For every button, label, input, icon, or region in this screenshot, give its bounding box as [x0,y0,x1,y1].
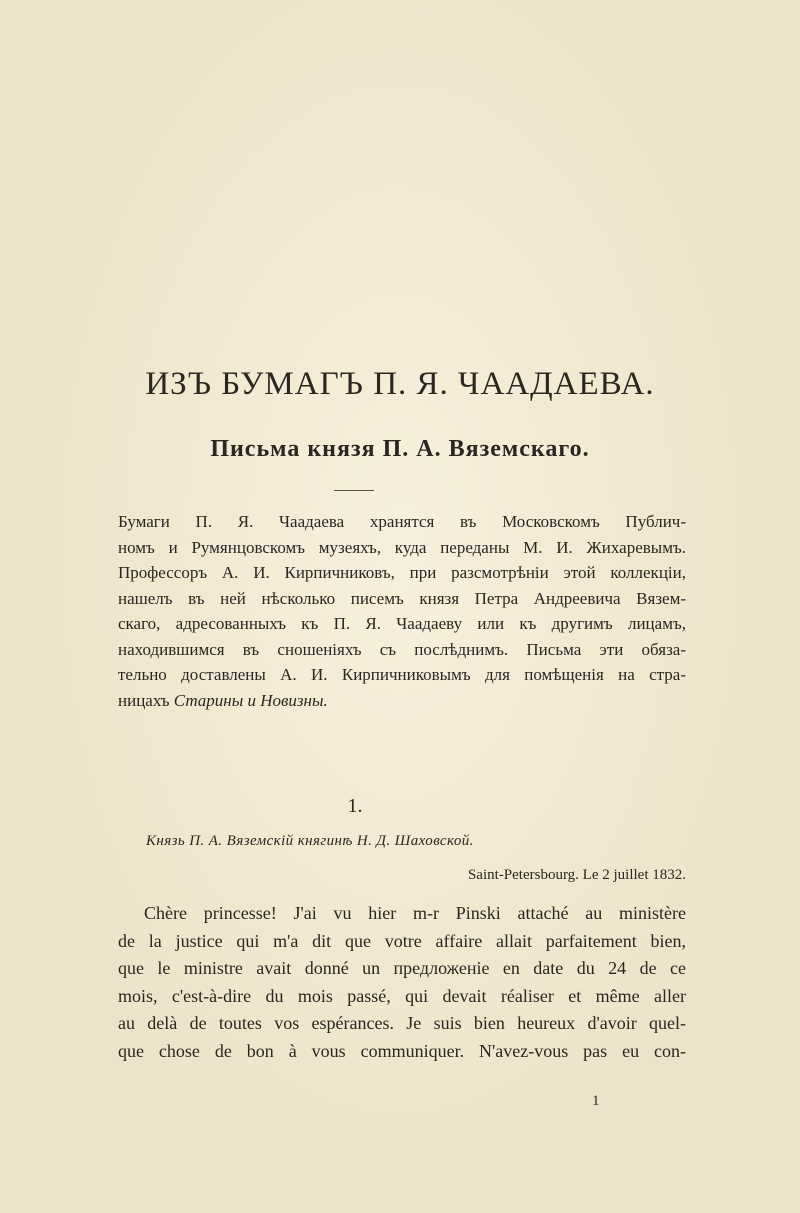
divider-rule [334,490,374,491]
intro-line: нашелъ въ ней нѣсколько писемъ князя Петра Андреевича Вязем- [118,588,686,608]
intro-last-prefix: ницахъ [118,690,174,710]
section-number: 1. [347,795,363,817]
document-subtitle: Письма князя П. А. Вяземскаго. [210,436,590,462]
intro-line: тельно доставлены А. И. Кирпичниковымъ для помѣщенія на стра- [118,665,686,684]
letter-line: que chose de bon à vous communiquer. N'avez-vous pas eu con- [118,1040,686,1061]
letter-dateline: Saint-Petersbourg. Le 2 juillet 1832. [467,867,686,883]
letter-line: de la justice qui m'a dit que votre affaire allait parfaitement bien, [118,930,686,951]
intro-line: Профессоръ А. И. Кирпичниковъ, при разсмотрѣніи этой коллекціи, [118,563,686,582]
intro-line: Бумаги П. Я. Чаадаева хранятся въ Московскомъ Публич- [118,512,686,531]
intro-line: находившимся въ сношеніяхъ съ послѣднимъ. Письма эти обяза- [118,639,686,659]
intro-line: скаго, адресованныхъ къ П. Я. Чаадаеву или къ другимъ лицамъ, [118,614,686,633]
document-title: ИЗЪ БУМАГЪ П. Я. ЧААДАЕВА. [145,366,655,402]
signature-mark: 1 [592,1093,600,1109]
letter-line: Chère princesse! J'ai vu hier m-r Pinski attaché au ministère [144,903,686,923]
intro-line: номъ и Румянцовскомъ музеяхъ, куда переданы М. И. Жихаревымъ. [118,537,686,557]
letter-body [118,900,686,1065]
letter-line: mois, c'est-à-dire du mois passé, qui devait réaliser et même aller [118,985,686,1006]
letter-heading: Князь П. А. Вяземскій княгинѣ Н. Д. Шаховской. [146,833,474,849]
intro-last-line [118,688,686,714]
letter-line: que le ministre avait donné un предложеніе en date du 24 de ce [118,958,686,978]
letter-line: au delà de toutes vos espérances. Je suis bien heureux d'avoir quel- [118,1013,686,1033]
journal-title: Старины и Новизны. [173,690,328,710]
intro-paragraph [118,509,686,713]
